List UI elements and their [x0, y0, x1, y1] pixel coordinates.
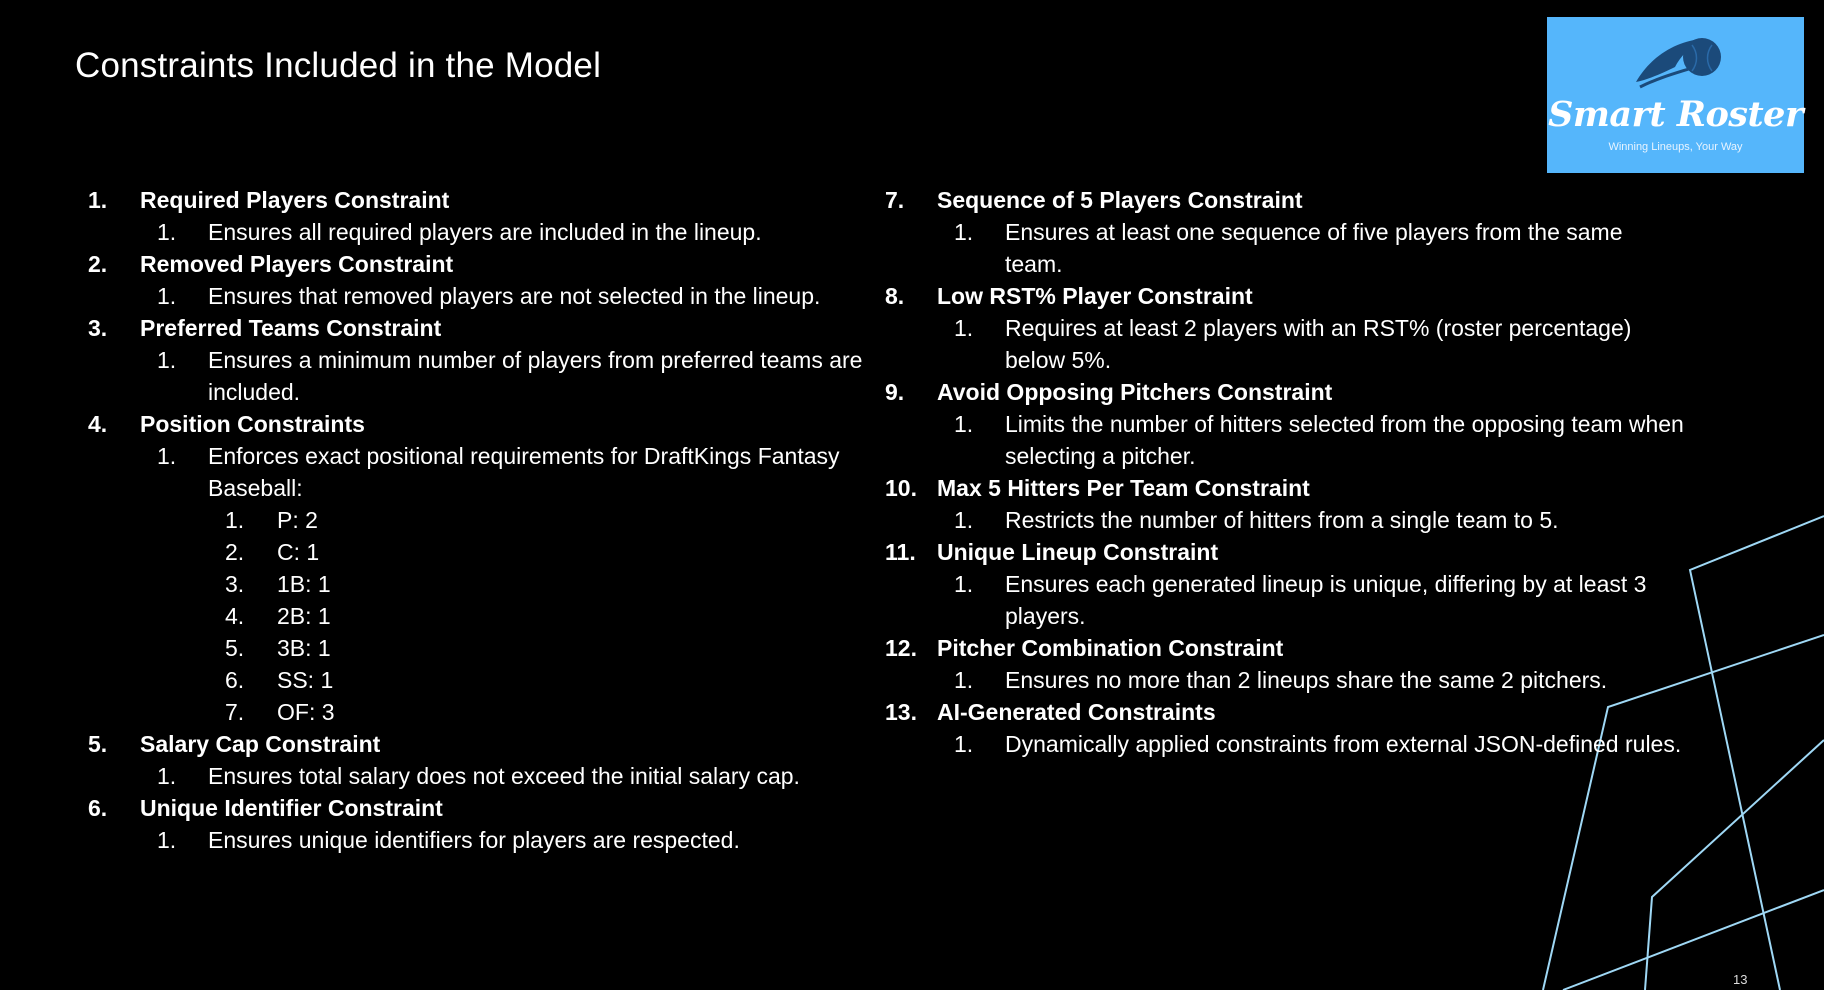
list-number: 11. — [885, 539, 916, 565]
list-number: 13. — [885, 699, 917, 725]
list-number: 1. — [157, 347, 177, 373]
list-text: Max 5 Hitters Per Team Constraint — [937, 475, 1310, 501]
list-text: Ensures unique identifiers for players are respected. — [208, 827, 740, 853]
constraint-description — [885, 568, 1685, 632]
position-requirement — [88, 664, 888, 696]
list-text: C: 1 — [277, 539, 320, 565]
list-text: Removed Players Constraint — [140, 251, 454, 277]
slide-title: Constraints Included in the Model — [75, 46, 602, 85]
list-text: AI-Generated Constraints — [937, 699, 1216, 725]
list-number: 6. — [225, 667, 245, 693]
list-number: 5. — [225, 635, 245, 661]
position-requirement — [88, 568, 888, 600]
constraint-heading — [885, 280, 1685, 312]
list-text: Ensures total salary does not exceed the initial salary cap. — [208, 763, 800, 789]
list-text: Unique Lineup Constraint — [937, 539, 1219, 565]
list-number: 1. — [954, 411, 974, 437]
list-number: 12. — [885, 635, 917, 661]
list-text: Enforces exact positional requirements for DraftKings Fantasy Baseball: — [208, 443, 840, 501]
page-number: 13 — [1733, 972, 1748, 987]
constraint-description — [88, 824, 888, 856]
comet-baseball-icon — [1630, 27, 1725, 97]
list-number: 1. — [157, 219, 177, 245]
position-requirement — [88, 600, 888, 632]
deco-line — [1690, 516, 1824, 990]
constraint-heading — [885, 536, 1685, 568]
list-text: 1B: 1 — [277, 571, 331, 597]
constraint-description — [88, 440, 888, 504]
constraint-description — [885, 216, 1685, 280]
list-number: 3. — [88, 315, 108, 341]
list-text: Preferred Teams Constraint — [140, 315, 442, 341]
list-number: 10. — [885, 475, 917, 501]
list-text: Position Constraints — [140, 411, 365, 437]
constraint-heading — [885, 632, 1685, 664]
list-number: 2. — [225, 539, 245, 565]
list-text: SS: 1 — [277, 667, 334, 693]
list-text: Dynamically applied constraints from external JSON-defined rules. — [1005, 731, 1682, 757]
position-requirement — [88, 504, 888, 536]
constraint-description — [885, 728, 1685, 760]
list-number: 7. — [885, 187, 905, 213]
list-number: 9. — [885, 379, 905, 405]
list-number: 8. — [885, 283, 905, 309]
list-number: 1. — [954, 219, 974, 245]
constraint-heading — [88, 728, 888, 760]
constraint-heading — [88, 248, 888, 280]
list-number: 3. — [225, 571, 245, 597]
constraint-heading — [885, 696, 1685, 728]
list-number: 6. — [88, 795, 108, 821]
list-number: 1. — [954, 315, 974, 341]
list-text: Pitcher Combination Constraint — [937, 635, 1284, 661]
list-text: Sequence of 5 Players Constraint — [937, 187, 1303, 213]
list-number: 5. — [88, 731, 108, 757]
constraint-description — [88, 216, 888, 248]
constraint-description — [88, 760, 888, 792]
list-number: 1. — [157, 283, 177, 309]
list-number: 1. — [954, 571, 974, 597]
position-requirement — [88, 696, 888, 728]
constraints-list-right — [885, 184, 1685, 760]
list-text: Low RST% Player Constraint — [937, 283, 1253, 309]
constraint-description — [885, 504, 1685, 536]
constraint-heading — [885, 184, 1685, 216]
constraint-description — [885, 408, 1685, 472]
list-text: Unique Identifier Constraint — [140, 795, 443, 821]
list-text: 2B: 1 — [277, 603, 331, 629]
list-number: 1. — [954, 731, 974, 757]
list-number: 4. — [225, 603, 245, 629]
constraint-heading — [885, 472, 1685, 504]
list-text: Limits the number of hitters selected from the opposing team when selecting a pitcher. — [1005, 411, 1684, 469]
list-text: Avoid Opposing Pitchers Constraint — [937, 379, 1333, 405]
list-number: 1. — [225, 507, 245, 533]
list-text: Ensures all required players are included in the lineup. — [208, 219, 762, 245]
list-number: 1. — [954, 507, 974, 533]
list-text: Salary Cap Constraint — [140, 731, 381, 757]
list-text: OF: 3 — [277, 699, 335, 725]
constraints-list-left — [88, 184, 888, 856]
constraint-description — [885, 664, 1685, 696]
list-text: 3B: 1 — [277, 635, 331, 661]
logo-brand: Smart Roster — [1548, 94, 1803, 135]
list-number: 1. — [954, 667, 974, 693]
list-number: 1. — [157, 763, 177, 789]
list-text: Requires at least 2 players with an RST% (roster percentage) below 5%. — [1005, 315, 1632, 373]
list-number: 4. — [88, 411, 108, 437]
list-text: P: 2 — [277, 507, 318, 533]
constraint-heading — [885, 376, 1685, 408]
constraint-description — [88, 344, 888, 408]
list-number: 1. — [88, 187, 108, 213]
list-number: 2. — [88, 251, 108, 277]
constraint-heading — [88, 312, 888, 344]
logo-tagline: Winning Lineups, Your Way — [1608, 141, 1743, 153]
deco-line — [1563, 890, 1824, 990]
list-number: 7. — [225, 699, 245, 725]
logo — [1547, 17, 1804, 173]
list-text: Ensures no more than 2 lineups share the same 2 pitchers. — [1005, 667, 1608, 693]
constraint-description — [88, 280, 888, 312]
position-requirement — [88, 536, 888, 568]
constraint-heading — [88, 792, 888, 824]
list-text: Required Players Constraint — [140, 187, 450, 213]
list-text: Ensures at least one sequence of five players from the same team. — [1005, 219, 1623, 277]
list-text: Ensures a minimum number of players from preferred teams are included. — [208, 347, 863, 405]
constraint-heading — [88, 184, 888, 216]
list-number: 1. — [157, 827, 177, 853]
list-number: 1. — [157, 443, 177, 469]
list-text: Ensures each generated lineup is unique, differing by at least 3 players. — [1005, 571, 1647, 629]
list-text: Ensures that removed players are not selected in the lineup. — [208, 283, 821, 309]
constraint-description — [885, 312, 1685, 376]
constraint-heading — [88, 408, 888, 440]
position-requirement — [88, 632, 888, 664]
list-text: Restricts the number of hitters from a single team to 5. — [1005, 507, 1559, 533]
